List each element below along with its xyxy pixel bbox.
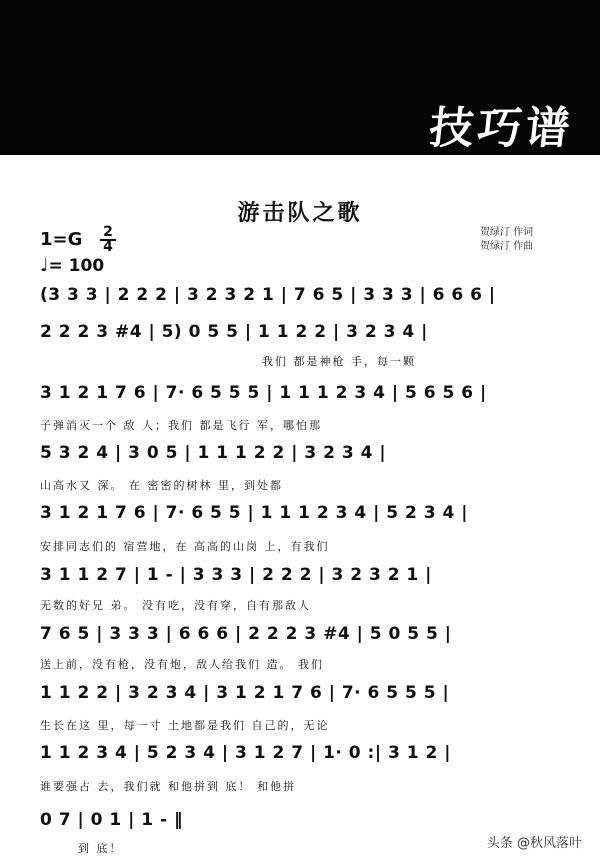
notation-line-1: (3 3 3 | 2 2 2 | 3 2 3 2 1 | 7 6 5 | 3 3 3 | 6 6 6 | — [40, 285, 496, 305]
tempo-value: = 100 — [48, 256, 105, 276]
banner-title: 技巧谱 — [426, 103, 577, 154]
lyricist-credit: 贺绿汀 作词 — [480, 227, 534, 238]
time-signature — [100, 226, 116, 254]
lyric-line-7: 送上前，没有枪，没有炮，敌人给我们 造。 我们 — [40, 658, 324, 671]
lyric-line-9: 谁要强占 去，我们就 和他拼到 底！ 和他拼 — [40, 780, 296, 793]
time-bottom: 4 — [103, 239, 113, 255]
notation-line-5: 3 1 2 1 7 6 | 7· 6 5 5 | 1 1 1 2 3 4 | 5 2 3 4 | — [40, 503, 468, 523]
lyric-line-6: 无数的好兄 弟。 没有吃，没有穿，自有那敌人 — [40, 599, 311, 612]
lyric-line-2: 我们 都是神枪 手，每一颗 — [262, 355, 416, 368]
watermark: 头条 @秋风落叶 — [483, 831, 586, 852]
notation-line-4: 5 3 2 4 | 3 0 5 | 1 1 1 2 2 | 3 2 3 4 | — [40, 443, 387, 463]
tempo-marking — [40, 255, 104, 276]
lyric-line-8: 生长在这 里，每一寸 土地都是我们 自己的，无论 — [40, 719, 330, 732]
lyric-line-3: 子弹消灭一个 敌 人；我们 都是飞行 军，哪怕那 — [40, 419, 322, 432]
lyric-line-4: 山高水又 深。 在 密密的树林 里，到处都 — [40, 479, 283, 492]
composer-credit: 贺绿汀 作曲 — [480, 241, 534, 252]
notation-line-3: 3 1 2 1 7 6 | 7· 6 5 5 5 | 1 1 1 2 3 4 | 5 6 5 6 | — [40, 383, 487, 403]
notation-line-10: 0 7 | 0 1 | 1 - ‖ — [40, 810, 183, 830]
notation-line-7: 7 6 5 | 3 3 3 | 6 6 6 | 2 2 2 3 #4 | 5 0 5 5 | — [40, 624, 452, 644]
notation-line-6: 3 1 1 2 7 | 1 - | 3 3 3 | 2 2 2 | 3 2 3 2 1 | — [40, 565, 432, 585]
credits — [480, 226, 533, 254]
lyric-line-10: 到 底！ — [78, 842, 123, 855]
notation-line-9: 1 1 2 3 4 | 5 2 3 4 | 3 1 2 7 | 1· 0 :| 3 1 2 | — [40, 743, 451, 763]
key-signature: 1=G — [40, 229, 83, 250]
lyric-line-5: 安排同志们的 宿营地，在 高高的山岗 上，有我们 — [40, 540, 330, 553]
song-title: 游击队之歌 — [237, 200, 363, 226]
quarter-note-icon: ♩ — [40, 255, 49, 276]
time-top: 2 — [103, 224, 113, 240]
notation-line-8: 1 1 2 2 | 3 2 3 4 | 3 1 2 1 7 6 | 7· 6 5 5 5 | — [40, 683, 450, 703]
header-banner — [0, 0, 600, 155]
notation-line-2: 2 2 2 3 #4 | 5) 0 5 5 | 1 1 2 2 | 3 2 3 4 | — [40, 322, 428, 342]
